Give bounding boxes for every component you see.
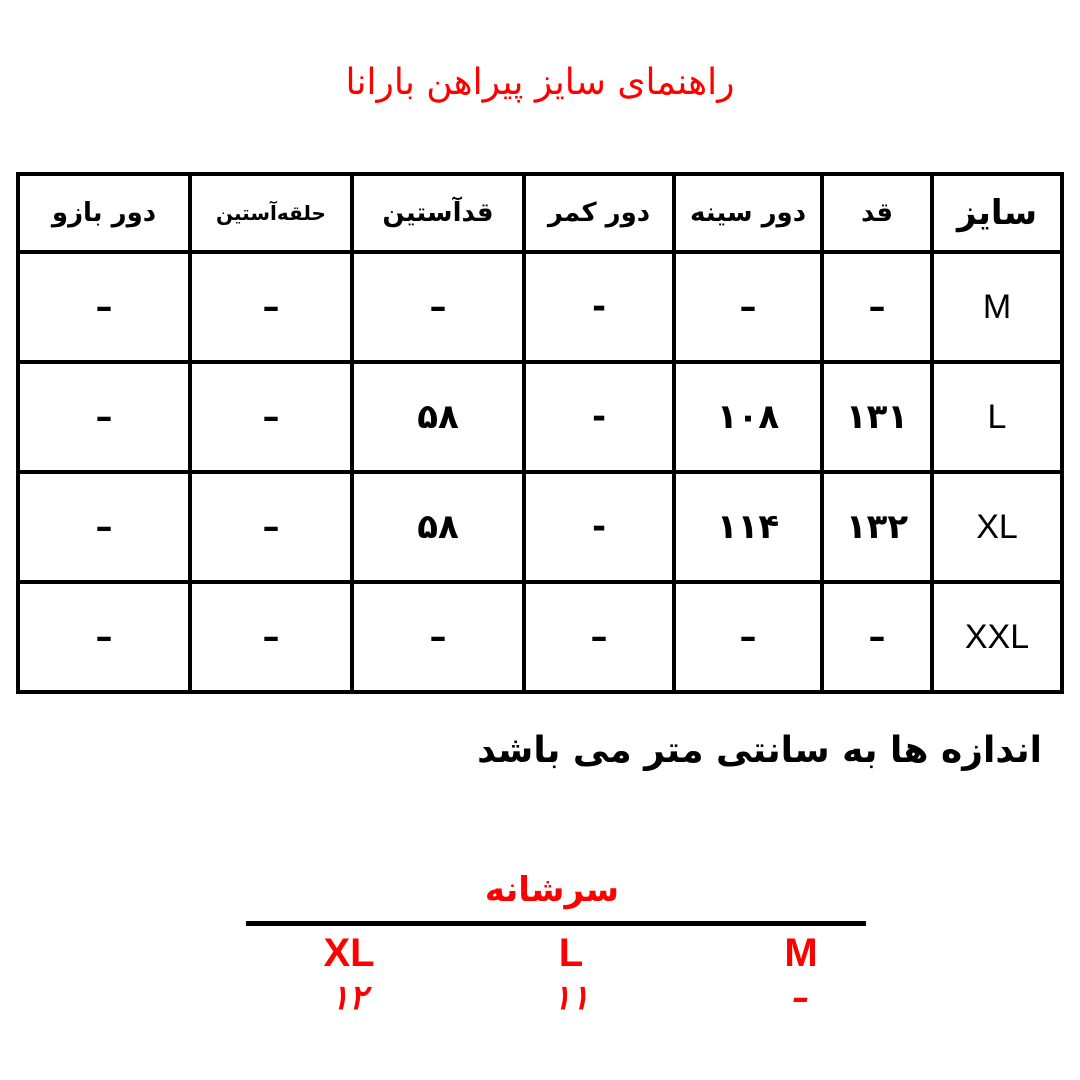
cell-height: ۱۳۲ <box>822 472 932 582</box>
table-row <box>18 582 1062 692</box>
header-sleeve-length: قدآستین <box>352 174 524 252</box>
cell-bicep: – <box>18 582 190 692</box>
cell-height: – <box>822 252 932 362</box>
page-title: راهنمای سایز پیراهن بارانا <box>345 62 735 103</box>
cell-sleeve-length: – <box>352 252 524 362</box>
cell-armhole: – <box>190 582 352 692</box>
cell-chest: ۱۱۴ <box>674 472 822 582</box>
shoulder-value: ۱۲ <box>330 978 368 1018</box>
shoulder-value: ۱۱ <box>552 978 590 1018</box>
divider <box>246 921 866 926</box>
cell-height: ۱۳۱ <box>822 362 932 472</box>
cell-bicep: – <box>18 472 190 582</box>
header-armhole: حلقه‌آستین <box>190 174 352 252</box>
cell-sleeve-length: – <box>352 582 524 692</box>
cell-waist: - <box>524 472 674 582</box>
cell-waist: - <box>524 252 674 362</box>
shoulder-size-label: XL <box>323 931 375 975</box>
header-chest: دور سینه <box>674 174 822 252</box>
units-note: اندازه ها به سانتی متر می باشد <box>477 730 1042 771</box>
header-waist: دور کمر <box>524 174 674 252</box>
shoulder-value: – <box>792 978 810 1018</box>
header-bicep: دور بازو <box>18 174 190 252</box>
header-height: قد <box>822 174 932 252</box>
cell-armhole: – <box>190 252 352 362</box>
shoulder-size-label: L <box>558 931 584 975</box>
cell-bicep: – <box>18 252 190 362</box>
cell-height: – <box>822 582 932 692</box>
cell-size: XL <box>932 472 1062 582</box>
cell-waist: – <box>524 582 674 692</box>
table-row <box>18 362 1062 472</box>
cell-chest: – <box>674 252 822 362</box>
cell-size: M <box>932 252 1062 362</box>
cell-armhole: – <box>190 362 352 472</box>
table-row <box>18 252 1062 362</box>
cell-bicep: – <box>18 362 190 472</box>
cell-armhole: – <box>190 472 352 582</box>
cell-sleeve-length: ۵۸ <box>352 362 524 472</box>
cell-chest: – <box>674 582 822 692</box>
shoulder-column-m <box>741 930 861 1020</box>
shoulder-column-xl <box>289 930 409 1020</box>
shoulder-title: سرشانه <box>484 870 620 910</box>
table-header-row <box>18 174 1062 252</box>
header-size: سایز <box>932 174 1062 252</box>
cell-waist: - <box>524 362 674 472</box>
cell-chest: ۱۰۸ <box>674 362 822 472</box>
size-table <box>16 172 1064 694</box>
cell-sleeve-length: ۵۸ <box>352 472 524 582</box>
shoulder-size-label: M <box>784 931 818 975</box>
table-row <box>18 472 1062 582</box>
cell-size: XXL <box>932 582 1062 692</box>
shoulder-column-l <box>511 930 631 1020</box>
cell-size: L <box>932 362 1062 472</box>
